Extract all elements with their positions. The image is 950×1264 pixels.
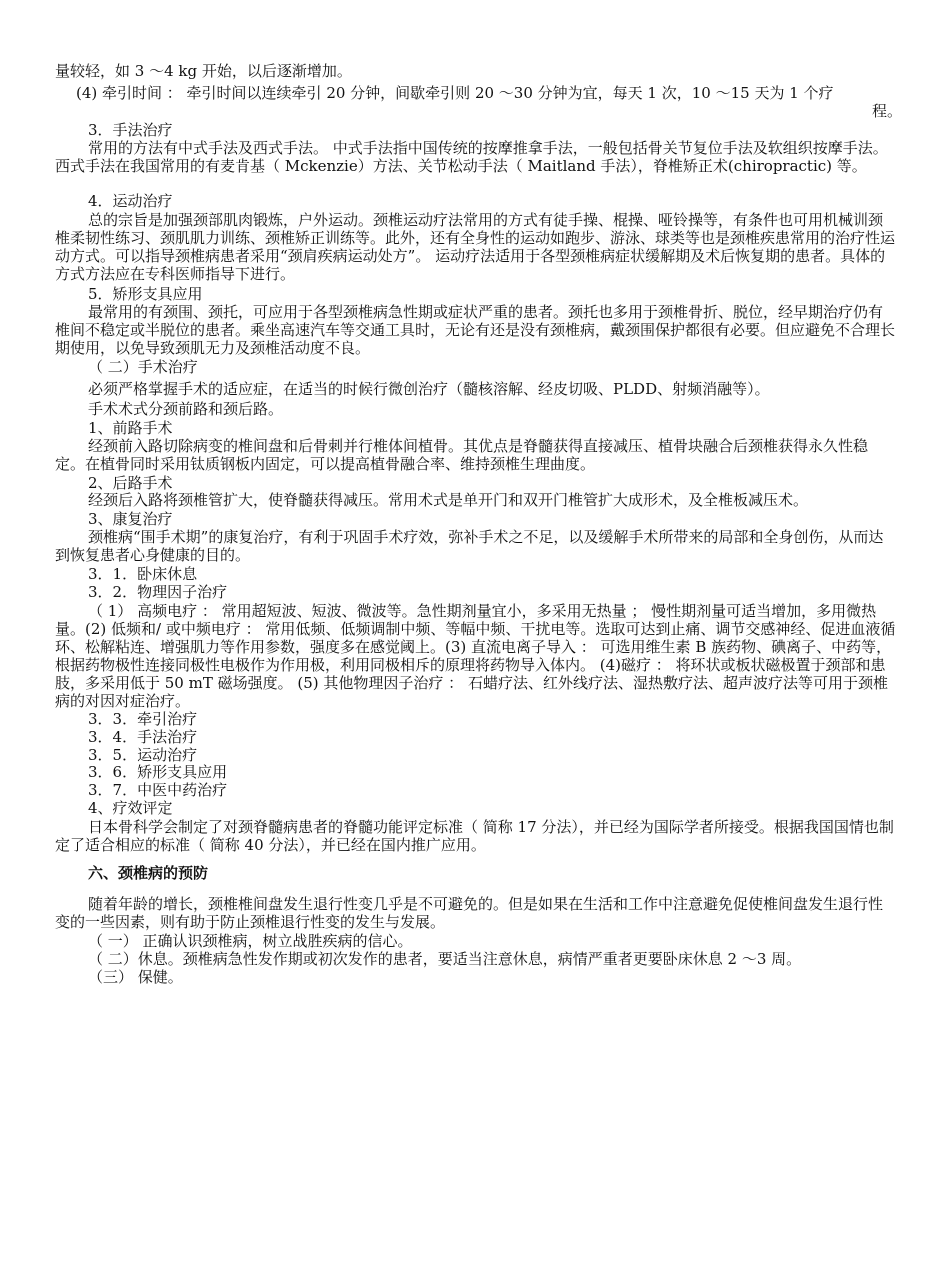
heading-efficacy-evaluation: 4、疗效评定 [88,799,173,817]
heading-traction-therapy: 3．3．牵引治疗 [88,710,198,728]
heading-orthosis: 5．矫形支具应用 [88,285,203,303]
heading-tcm-therapy: 3．7．中医中药治疗 [88,781,228,799]
traction-time-text: (4) 牵引时间 ： 牵引时间以连续牵引 20 分钟，间歇牵引则 20 ～30 分钟为宜，每天 1 次，10 ～15 天为 1 个疗 [76,84,834,102]
heading-manual-therapy: 3．手法治疗 [88,121,173,139]
prevention-item-2: （ 二）休息。颈椎病急性发作期或初次发作的患者，要适当注意休息，病情严重者更要卧床休息 2 ～3 周。 [88,950,802,968]
paragraph-exercise-therapy: 总的宗旨是加强颈部肌肉锻炼，户外运动。颈椎运动疗法常用的方式有徒手操、棍操、哑铃操等，有条件也可用机械训颈椎柔韧性练习、颈肌肌力训练、颈椎矫正训练等。此外，还有全身性的运动如跑步、游泳、球类等也是颈椎疾患常用的治疗性运动方式。可以指导颈椎病患者采用“颈肩疾病运动处方”。 运动疗法适用于各型颈椎病症状缓解期及术后恢复期的患者。具体的方式方法应在专科医师指导下进行。 [55,211,896,283]
paragraph-prevention: 随着年龄的增长，颈椎椎间盘发生退行性变几乎是不可避免的。但是如果在生活和工作中注意避免促使椎间盘发生退行性变的一些因素，则有助于防止颈椎退行性变的发生与发展。 [55,895,884,931]
heading-manual-therapy-2: 3．4．手法治疗 [88,728,198,746]
heading-anterior-surgery: 1、前路手术 [88,419,173,437]
heading-orthosis-2: 3．6．矫形支具应用 [88,763,228,781]
paragraph-traction-weight: 量较轻，如 3 ～4 kg 开始，以后逐渐增加。 [55,62,352,80]
paragraph-anterior-surgery: 经颈前入路切除病变的椎间盘和后骨刺并行椎体间植骨。其优点是脊髓获得直接减压、植骨块融合后颈椎获得永久性稳定。在植骨同时采用钛质钢板内固定，可以提高植骨融合率、维持颈椎生理曲度。 [55,437,869,473]
paragraph-manual-therapy: 常用的方法有中式手法及西式手法。 中式手法指中国传统的按摩推拿手法，一般包括骨关节复位手法及软组织按摩手法。西式手法在我国常用的有麦肯基（ Mckenzie）方法、关节松动手法（ Maitland 手法），脊椎矫正术(chiropractic) 等。 [55,139,888,175]
heading-exercise-therapy: 4．运动治疗 [88,192,173,210]
paragraph-rehabilitation: 颈椎病“围手术期”的康复治疗，有利于巩固手术疗效，弥补手术之不足，以及缓解手术所带来的局部和全身创伤，从而达到恢复患者心身健康的目的。 [55,528,884,564]
paragraph-posterior-surgery: 经颈后入路将颈椎管扩大，使脊髓获得减压。常用术式是单开门和双开门椎管扩大成形术，及全椎板减压术。 [88,491,809,509]
paragraph-traction-time [76,84,902,120]
heading-bed-rest: 3．1．卧床休息 [88,565,198,583]
heading-posterior-surgery: 2、后路手术 [88,474,173,492]
paragraph-orthosis: 最常用的有颈围、颈托，可应用于各型颈椎病急性期或症状严重的患者。颈托也多用于颈椎骨折、脱位，经早期治疗仍有椎间不稳定或半脱位的患者。乘坐高速汽车等交通工具时，无论有还是没有颈椎病，戴颈围保护都很有必要。但应避免不合理长期使用，以免导致颈肌无力及颈椎活动度不良。 [55,303,896,357]
heading-physical-therapy: 3．2．物理因子治疗 [88,583,228,601]
paragraph-surgery-indication: 必须严格掌握手术的适应症，在适当的时候行微创治疗（髓核溶解、经皮切吸、PLDD、射频消融等）。 [88,380,770,398]
paragraph-physical-therapy: （ 1） 高频电疗 ： 常用超短波、短波、微波等。急性期剂量宜小，多采用无热量 ； 慢性期剂量可适当增加，多用微热量。(2) 低频和/ 或中频电疗 ： 常用低频、低频调制中频、等幅中频、干扰电等。选取可达到止痛、调节交感神经、促进血液循环、松解粘连、增强肌力等作用参数，强度多在感觉阈上。(3) 直流电离子导入 ： 可选用维生素 B 族药物、碘离子、中药等，根据药物极性连接同极性电极作为作用极，利用同极相斥的原理将药物导入体内。 (4)磁疗 ： 将环状或板状磁极置于颈部和患肢，多采用低于 50 mT 磁场强度。 (5) 其他物理因子治疗 ： 石蜡疗法、红外线疗法、湿热敷疗法、超声波疗法等可用于颈椎病的对因对症治疗。 [55,602,896,710]
paragraph-surgery-approach: 手术术式分颈前路和颈后路。 [88,400,284,418]
section-title-prevention: 六、颈椎病的预防 [88,864,209,882]
heading-exercise-therapy-2: 3．5．运动治疗 [88,746,198,764]
paragraph-efficacy-evaluation: 日本骨科学会制定了对颈脊髓病患者的脊髓功能评定标准（ 简称 17 分法），并已经为国际学者所接受。根据我国国情也制定了适合相应的标准（ 简称 40 分法），并已经在国内推广应用。 [55,818,894,854]
prevention-item-3: （三） 保健。 [88,968,183,986]
heading-surgical-treatment: （ 二）手术治疗 [88,358,198,376]
heading-rehabilitation: 3、康复治疗 [88,510,173,528]
traction-time-tail: 程。 [871,102,902,120]
prevention-item-1: （ 一） 正确认识颈椎病，树立战胜疾病的信心。 [88,932,413,950]
